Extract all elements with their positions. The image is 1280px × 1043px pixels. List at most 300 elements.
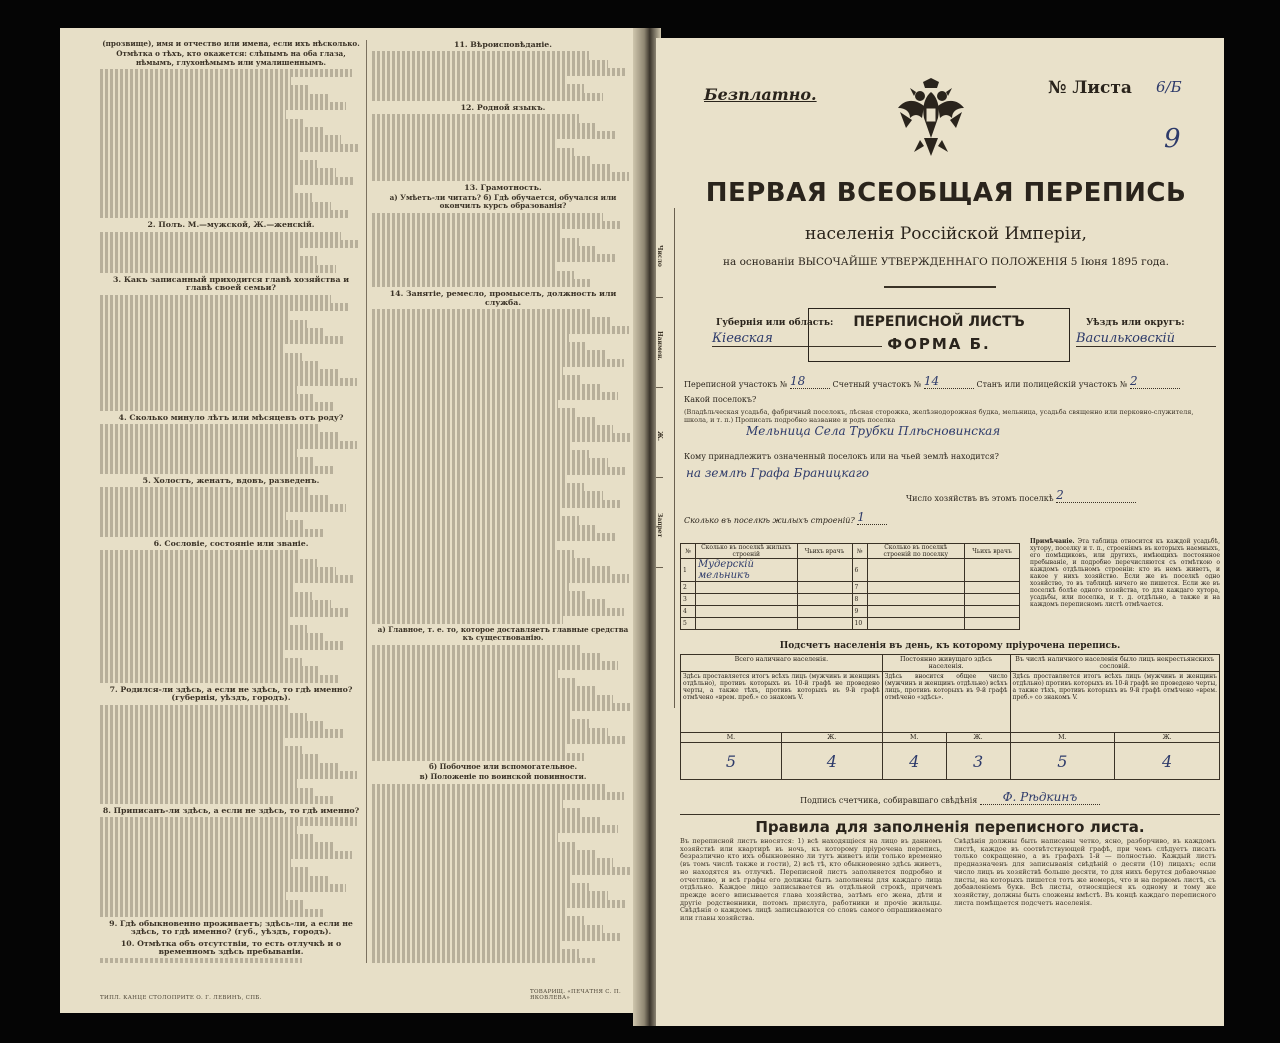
owner-label: Кому принадлежитъ означенный поселокъ или на чьей землѣ находится?: [684, 452, 999, 461]
empty-cell: [696, 606, 798, 618]
section-heading: 10. Отмѣтка объ отсутствіи, то есть отлучкѣ и о временномъ здѣсь пребываніи.: [120, 938, 342, 956]
body-text-line: [100, 746, 302, 754]
body-text-line: [100, 311, 289, 319]
body-text-line: [372, 566, 610, 574]
district-line: [684, 374, 1214, 389]
section-heading: 13. Грамотность.: [464, 182, 542, 192]
section-heading: 12. Родной языкъ.: [460, 103, 546, 113]
body-text-line: [100, 160, 317, 168]
body-text-line: [372, 238, 579, 246]
settlement-value: Мельница Села Трубки Плѣсновинская: [746, 424, 1001, 438]
summary-group-title: Всего наличнаго населенія.: [681, 655, 883, 672]
body-text-line: [372, 825, 618, 833]
buildings-line: [684, 510, 1214, 525]
body-text-line: [100, 867, 310, 875]
households-line: [906, 488, 1206, 503]
body-text-line: [372, 711, 571, 719]
body-text-line: [372, 516, 579, 524]
households-label: Число хозяйствъ въ этомъ поселкѣ: [906, 494, 1054, 503]
gubernia-label: Губернія или область:: [716, 318, 834, 328]
settlement-line: [684, 395, 1214, 404]
body-text-line: [372, 467, 626, 475]
body-text-line: [372, 525, 597, 533]
section-text: (прозвище), имя и отчество или имена, если ихъ нѣсколько.: [102, 39, 360, 48]
body-text-line: [100, 729, 344, 737]
body-text-line: [372, 500, 621, 508]
body-text-line: [372, 229, 561, 237]
body-text-line: [372, 334, 569, 342]
body-text-line: [100, 958, 302, 963]
column-header: Сколько въ поселкѣ строеній по поселку: [867, 544, 964, 559]
body-text-line: [372, 450, 589, 458]
body-text-line: [372, 616, 563, 624]
empty-cell: [797, 559, 852, 582]
buildings-table: [680, 543, 1020, 630]
side-tab-strip: [656, 208, 675, 708]
sex-header: Ж.: [1115, 733, 1220, 743]
buildings-label: Сколько въ поселкѣ жилыхъ строеній?: [684, 516, 855, 525]
side-tab: Ж.: [656, 388, 663, 478]
row-number: 7: [852, 582, 867, 594]
body-text-line: [100, 817, 357, 825]
body-text-line: [372, 246, 597, 254]
empty-cell: [867, 582, 964, 594]
table-header-row: [681, 544, 1020, 559]
sheet-handwritten-number: 9: [1164, 124, 1181, 154]
column-header: Сколько въ поселкѣ жилыхъ строеній: [696, 544, 798, 559]
uezd-value: Васильковскій: [1076, 331, 1216, 347]
body-text-line: [372, 326, 629, 334]
body-text-line: [372, 279, 592, 287]
body-text-line: [100, 788, 315, 796]
body-text-line: [100, 909, 323, 917]
section-heading: 2. Полъ. М.—мужской, Ж.—женскій.: [147, 220, 315, 230]
body-text-line: [100, 378, 357, 386]
owner-value: на землѣ Графа Браницкаго: [686, 466, 869, 480]
body-text-line: [372, 384, 600, 392]
column-divider: [366, 40, 367, 963]
empty-cell: [867, 606, 964, 618]
column-header: №: [681, 544, 696, 559]
body-text-line: [372, 883, 589, 891]
body-text-line: [100, 892, 286, 900]
summary-value: 4: [781, 743, 882, 780]
table-row: [681, 606, 1020, 618]
body-text-line: [100, 152, 299, 160]
body-text-line: [372, 508, 561, 516]
body-text-line: [372, 221, 621, 229]
body-text-line: [372, 958, 597, 963]
body-text-line: [100, 185, 294, 193]
body-text-line: [372, 678, 576, 686]
body-text-line: [372, 425, 613, 433]
police-district-value: 2: [1130, 374, 1180, 389]
body-text-line: [100, 834, 315, 842]
body-text-line: [100, 779, 297, 787]
section-heading: 6. Сословіе, состояніе или званіе.: [153, 538, 309, 548]
empty-cell: [965, 618, 1020, 630]
body-text-line: [100, 771, 357, 779]
side-tab: Число: [656, 208, 663, 298]
body-text-line: [372, 139, 555, 147]
body-text-line: [100, 295, 331, 303]
body-text-line: [372, 359, 624, 367]
body-text-line: [100, 320, 307, 328]
note: [1030, 538, 1220, 608]
summary-value: 4: [1115, 743, 1220, 780]
row-value: Мудерскій мельникъ: [696, 559, 798, 582]
body-text-line: [100, 402, 333, 410]
body-text-line: [100, 512, 286, 520]
body-text-line: [100, 608, 349, 616]
body-text-line: [372, 875, 571, 883]
body-text-line: [372, 728, 608, 736]
body-text-line: [372, 213, 603, 221]
body-text-line: [100, 721, 325, 729]
empty-cell: [696, 618, 798, 630]
right-page: [656, 38, 1224, 1026]
body-text-line: [100, 361, 320, 369]
empty-cell: [867, 618, 964, 630]
note-text: Эта таблица относится къ каждой усадьбѣ, хутору, поселку и т. п., строеніямъ въ которыхъ наемныхъ, его помѣщиковъ, или другихъ, имѣющихъ постоянное пребываніе, и подробно перечисляются съ отмѣткою о каждомъ отдѣльномъ строеніи: кто въ немъ живетъ, и какое у нихъ хозяйство. Если же въ поселкѣ одно хозяйство, то въ таблицѣ ничего не пишется. Если же въ поселкѣ болѣе одного хозяйства, то для каждаго хутора, усадьбы, или поселка, и т. д. отдѣльно, а также и на каждомъ переписномъ листѣ отмѣчается.: [1030, 538, 1220, 608]
body-text-line: [100, 432, 338, 440]
body-text-line: [100, 177, 354, 185]
summary-values-row: [681, 743, 1220, 780]
body-text-line: [372, 491, 603, 499]
body-text-line: [372, 550, 574, 558]
body-text-line: [372, 858, 613, 866]
body-text-line: [372, 703, 631, 711]
body-text-line: [100, 386, 297, 394]
police-district-label: Станъ или полицейскій участокъ №: [976, 380, 1128, 389]
body-text-line: [100, 625, 307, 633]
body-text-line: [100, 550, 299, 558]
empty-cell: [965, 594, 1020, 606]
body-text-line: [372, 719, 589, 727]
body-text-line: [372, 784, 605, 792]
body-text-line: [372, 583, 569, 591]
body-text-line: [372, 653, 600, 661]
sex-header: М.: [1010, 733, 1115, 743]
census-district-value: 18: [790, 374, 830, 389]
body-text-line: [100, 520, 304, 528]
body-text-line: [372, 76, 566, 84]
row-number: 10: [852, 618, 867, 630]
body-text-line: [372, 867, 631, 875]
side-tab: Запрет: [656, 478, 663, 568]
body-text-line: [372, 442, 571, 450]
body-text-line: [100, 232, 341, 240]
row-number: 6: [852, 559, 867, 582]
table-row: [681, 618, 1020, 630]
body-text-line: [100, 328, 325, 336]
body-text-line: [100, 202, 331, 210]
divider: [680, 814, 1220, 815]
body-text-line: [100, 265, 336, 273]
body-text-line: [372, 483, 584, 491]
body-text-line: [100, 876, 328, 884]
body-text-line: [372, 608, 624, 616]
section-heading: 11. Вѣроисповѣданіе.: [454, 40, 552, 49]
body-text-line: [372, 342, 587, 350]
body-text-line: [100, 487, 310, 495]
body-text-line: [100, 575, 354, 583]
signature-label: Подпись счетчика, собиравшаго свѣдѣнія: [800, 796, 978, 805]
left-page-column-2: [372, 38, 634, 963]
body-text-line: [100, 336, 344, 344]
body-text-line: [372, 541, 555, 549]
body-text-line: [372, 842, 576, 850]
empty-cell: [867, 559, 964, 582]
summary-desc-row: [681, 672, 1220, 733]
row-number: 9: [852, 606, 867, 618]
body-text-line: [100, 369, 338, 377]
body-text-line: [372, 891, 608, 899]
body-text-line: [372, 753, 584, 761]
body-text-line: [100, 796, 333, 804]
body-text-line: [372, 925, 603, 933]
body-text-line: [100, 256, 317, 264]
body-text-line: [372, 900, 626, 908]
row-number: 1: [681, 559, 696, 582]
body-text-line: [372, 68, 626, 76]
left-page: [60, 28, 642, 1013]
body-text-line: [372, 400, 558, 408]
body-text-line: [100, 675, 338, 683]
body-text-line: [372, 533, 616, 541]
sex-header: М.: [681, 733, 782, 743]
summary-value: 4: [882, 743, 946, 780]
printer-footer-right: ТОВАРИЩ. «ПЕЧАТНЯ С. П. ЯКОВЛЕВА»: [530, 989, 622, 1001]
section-heading: 8. Приписанъ-ли здѣсь, а если не здѣсь, то гдѣ именно?: [102, 806, 360, 816]
owner-line: [684, 452, 1214, 461]
section-heading: 4. Сколько минуло лѣтъ или мѣсяцевъ отъ роду?: [118, 412, 344, 422]
summary-group-desc: Здѣсь проставляется итогъ всѣхъ лицъ (мужчинъ и женщинъ отдѣльно), противъ которыхъ въ 10-й графѣ не проведено черты, а также тѣхъ, противъ которыхъ въ 9-й графѣ отмѣчено «врем. преб.» со знакомъ V.: [681, 672, 883, 733]
body-text-line: [100, 94, 328, 102]
body-text-line: [372, 475, 566, 483]
sex-header: Ж.: [781, 733, 882, 743]
body-text-line: [372, 850, 595, 858]
body-text-line: [372, 392, 618, 400]
body-text-line: [372, 933, 621, 941]
body-text-line: [100, 559, 317, 567]
summary-value: 5: [1010, 743, 1115, 780]
body-text-line: [100, 168, 336, 176]
body-text-line: [372, 164, 610, 172]
body-text-line: [372, 949, 579, 957]
body-text-line: [100, 466, 333, 474]
body-text-line: [100, 353, 302, 361]
sex-header: М.: [882, 733, 946, 743]
empty-cell: [696, 594, 798, 606]
body-text-line: [372, 695, 613, 703]
body-text-line: [372, 51, 589, 59]
summary-title: Подсчетъ населенія въ день, къ которому пріурочена перепись.: [779, 641, 1121, 651]
body-text-line: [100, 705, 289, 713]
body-text-line: [100, 424, 320, 432]
body-text-line: [100, 102, 346, 110]
body-text-line: [372, 591, 587, 599]
body-text-line: [100, 600, 331, 608]
body-text-line: [372, 670, 558, 678]
body-text-line: [100, 826, 297, 834]
body-text-line: [100, 127, 323, 135]
sex-header: Ж.: [946, 733, 1010, 743]
body-text-line: [372, 123, 597, 131]
column-header: №: [852, 544, 867, 559]
body-text-line: [100, 110, 286, 118]
body-text-line: [372, 800, 563, 808]
empty-cell: [965, 606, 1020, 618]
summary-group-title: Постоянно живущаго здѣсь населенія.: [882, 655, 1010, 672]
census-district-label: Переписной участокъ №: [684, 380, 788, 389]
body-text-line: [372, 271, 574, 279]
table-row: [681, 582, 1020, 594]
body-text-line: [372, 558, 592, 566]
body-text-line: [372, 156, 592, 164]
table-row: [681, 594, 1020, 606]
body-text-line: [100, 69, 352, 77]
signature-line: [680, 790, 1220, 805]
section-heading: 3. Какъ записанный приходится главѣ хозяйства и главѣ своей семьи?: [112, 275, 350, 293]
body-text-line: [100, 119, 304, 127]
body-text-line: [372, 792, 624, 800]
body-text-line: [100, 738, 283, 746]
empty-cell: [797, 606, 852, 618]
body-text-line: [372, 60, 608, 68]
body-text-line: [372, 661, 618, 669]
summary-group-title: Въ числѣ наличного населенія было лицъ некрестьянскихъ сословій.: [1010, 655, 1219, 672]
empty-cell: [965, 582, 1020, 594]
population-summary-table: [680, 654, 1220, 780]
count-district-label: Счетный участокъ №: [832, 380, 922, 389]
body-text-line: [372, 736, 626, 744]
body-text-line: [100, 135, 341, 143]
signature-value: Ф. Рѣдкинъ: [980, 790, 1100, 805]
section-text: а) Главное, т. е. то, которое доставляетъ главные средства къ существованію.: [377, 625, 629, 643]
summary-group-desc: Здѣсь вносится общее число (мужчинъ и женщинъ отдѣльно) всѣхъ лицъ, противъ которыхъ въ 9-й графѣ отмѣчено «здѣсь».: [882, 672, 1010, 733]
sheet-number-label: № Листа: [1048, 78, 1132, 98]
legal-basis: на основаніи ВЫСОЧАЙШЕ УТВЕРЖДЕННАГО ПОЛОЖЕНІЯ 5 Іюня 1895 года.: [722, 256, 1169, 268]
empty-cell: [867, 594, 964, 606]
summary-mf-row: [681, 733, 1220, 743]
section-heading: 7. Родился-ли здѣсь, а если не здѣсь, то гдѣ именно? (губернія, уѣздъ, городъ).: [109, 684, 353, 703]
count-district-value: 14: [924, 374, 974, 389]
row-number: 2: [681, 582, 696, 594]
uezd-label: Уѣздъ или округъ:: [1086, 318, 1185, 328]
body-text-line: [372, 574, 629, 582]
row-number: 8: [852, 594, 867, 606]
rules-title: Правила для заполненія переписного листа.: [755, 818, 1145, 836]
sheet-number-value: 6/Б: [1156, 78, 1182, 96]
body-text-line: [100, 900, 304, 908]
document-subtitle: населенія Россійской Имперіи,: [805, 224, 1087, 244]
body-text-line: [100, 859, 291, 867]
body-text-line: [100, 210, 349, 218]
empty-cell: [965, 559, 1020, 582]
side-tab: Наимен.: [656, 298, 663, 388]
body-text-line: [100, 658, 302, 666]
body-text-line: [372, 941, 561, 949]
row-number: 4: [681, 606, 696, 618]
body-text-line: [100, 851, 352, 859]
table-row: [681, 559, 1020, 582]
empty-cell: [696, 582, 798, 594]
households-value: 2: [1056, 488, 1136, 503]
body-text-line: [100, 344, 283, 352]
section-heading: 14. Занятіе, ремесло, промыселъ, должность или служба.: [389, 289, 617, 307]
double-headed-eagle-icon: [896, 78, 966, 163]
body-text-line: [100, 77, 291, 85]
section-heading: 5. Холостъ, женатъ, вдовъ, разведенъ.: [142, 475, 320, 485]
section-text: а) Умѣетъ-ли читать? б) Гдѣ обучается, обучался или окончилъ курсъ образованія?: [389, 193, 617, 211]
body-text-line: [100, 884, 346, 892]
body-text-line: [372, 458, 608, 466]
body-text-line: [100, 85, 310, 93]
body-text-line: [372, 599, 605, 607]
section-text: б) Побочное или вспомогательное.: [428, 761, 578, 771]
body-text-line: [372, 833, 558, 841]
body-text-line: [372, 686, 595, 694]
body-text-line: [100, 394, 315, 402]
body-text-line: [100, 592, 312, 600]
settlement-hint: (Владѣльческая усадьба, фабричный поселокъ, лѣсная сторожка, желѣзнодорожная будка, мельница, усадьба священно или перковно-служителя, школа, и т. п.) Прописать подробно название и родъ поселка: [684, 408, 1194, 424]
body-text-line: [100, 144, 359, 152]
row-number: 3: [681, 594, 696, 606]
body-text-line: [100, 240, 359, 248]
body-text-line: [372, 817, 600, 825]
form-title: ПЕРЕПИСНОЙ ЛИСТЪ: [853, 314, 1025, 330]
note-title: Примѣчаніе.: [1030, 538, 1075, 545]
body-text-line: [372, 375, 582, 383]
rules-column-1: Въ переписной листъ вносятся: 1) всѣ находящіеся на лицо въ данномъ хозяйствѣ или квартирѣ въ ночь, къ которому пріурочена перепись, безразлично кто ихъ обыкновенно ли тутъ живетъ или только временно (въ томъ числѣ также и гости), 2) всѣ тѣ, кто обыкновенно здѣсь живетъ, но находятся въ отлучкѣ. Переписной листъ заполняется подробно и отчетливо, и всѣ графы его должны быть заполнены для каждаго лица отдѣльно. Каждое лицо записывается въ отдѣльной строкѣ, причемъ прежде всего вписывается глава хозяйства, затѣмъ его жена, дѣти и другіе родственники, потомъ прислуга, работники и прочіе жильцы. Свѣдѣнія о каждомъ лицѣ записываются со словъ самого опрашиваемаго или главы хозяйства.: [680, 837, 942, 923]
settlement-label: Какой поселокъ?: [684, 395, 757, 404]
summary-group-row: [681, 655, 1220, 672]
body-text-line: [100, 495, 328, 503]
empty-cell: [797, 582, 852, 594]
body-text-line: [100, 529, 323, 537]
divider: [884, 286, 996, 288]
free-label: Безплатно.: [704, 85, 817, 104]
column-header: Чьихъ врачъ: [797, 544, 852, 559]
body-text-line: [372, 367, 563, 375]
body-text-line: [372, 645, 582, 653]
body-text-line: [100, 713, 307, 721]
body-text-line: [100, 193, 312, 201]
buildings-value: 1: [857, 510, 887, 525]
empty-cell: [797, 618, 852, 630]
summary-group-desc: Здѣсь проставляется итогъ всѣхъ лицъ (мужчинъ и женщинъ отдѣльно) противъ которыхъ въ 10-й графѣ не проведено черты, а также тѣхъ, противъ которыхъ въ 9-й графѣ отмѣчено «врем. преб.» со знакомъ V.: [1010, 672, 1219, 733]
body-text-line: [100, 650, 283, 658]
body-text-line: [100, 763, 338, 771]
body-text-line: [372, 350, 605, 358]
summary-value: 5: [681, 743, 782, 780]
body-text-line: [100, 457, 315, 465]
body-text-line: [372, 408, 576, 416]
body-text-line: [372, 916, 584, 924]
rules-column-2: Свѣдѣнія должны быть написаны четко, ясно, разборчиво, въ каждомъ листѣ, каждое въ соотвѣтствующей графѣ, при чемъ слѣдуетъ писать только сокращенно, а въ графахъ 1-й — полностью. Каждый листъ предназначенъ для записыванія свѣдѣній о десяти (10) лицахъ; если число лицъ въ хозяйствѣ больше десяти, то для нихъ берутся добавочные листы, на которыхъ пишется тотъ же номеръ, что и на первомъ листѣ, съ добавленіемъ букв. Всѣ листы, относящіеся къ одному и тому же хозяйству, должны быть сложены вмѣстѣ. Въ концѣ каждаго переписного листа помѣщается подсчетъ населенія.: [954, 837, 1216, 907]
section-heading: 9. Гдѣ обыкновенно проживаетъ; здѣсь-ли, а если не здѣсь, то гдѣ именно? (губ., уѣздъ, городъ).: [109, 918, 353, 937]
body-text-line: [372, 808, 582, 816]
summary-value: 3: [946, 743, 1010, 780]
body-text-line: [100, 248, 299, 256]
left-page-column-1: [100, 38, 362, 963]
body-text-line: [100, 567, 336, 575]
gubernia-value: Кіевская: [712, 331, 882, 347]
body-text-line: [372, 262, 555, 270]
form-subtitle: ФОРМА Б.: [887, 335, 991, 353]
body-text-line: [100, 842, 333, 850]
